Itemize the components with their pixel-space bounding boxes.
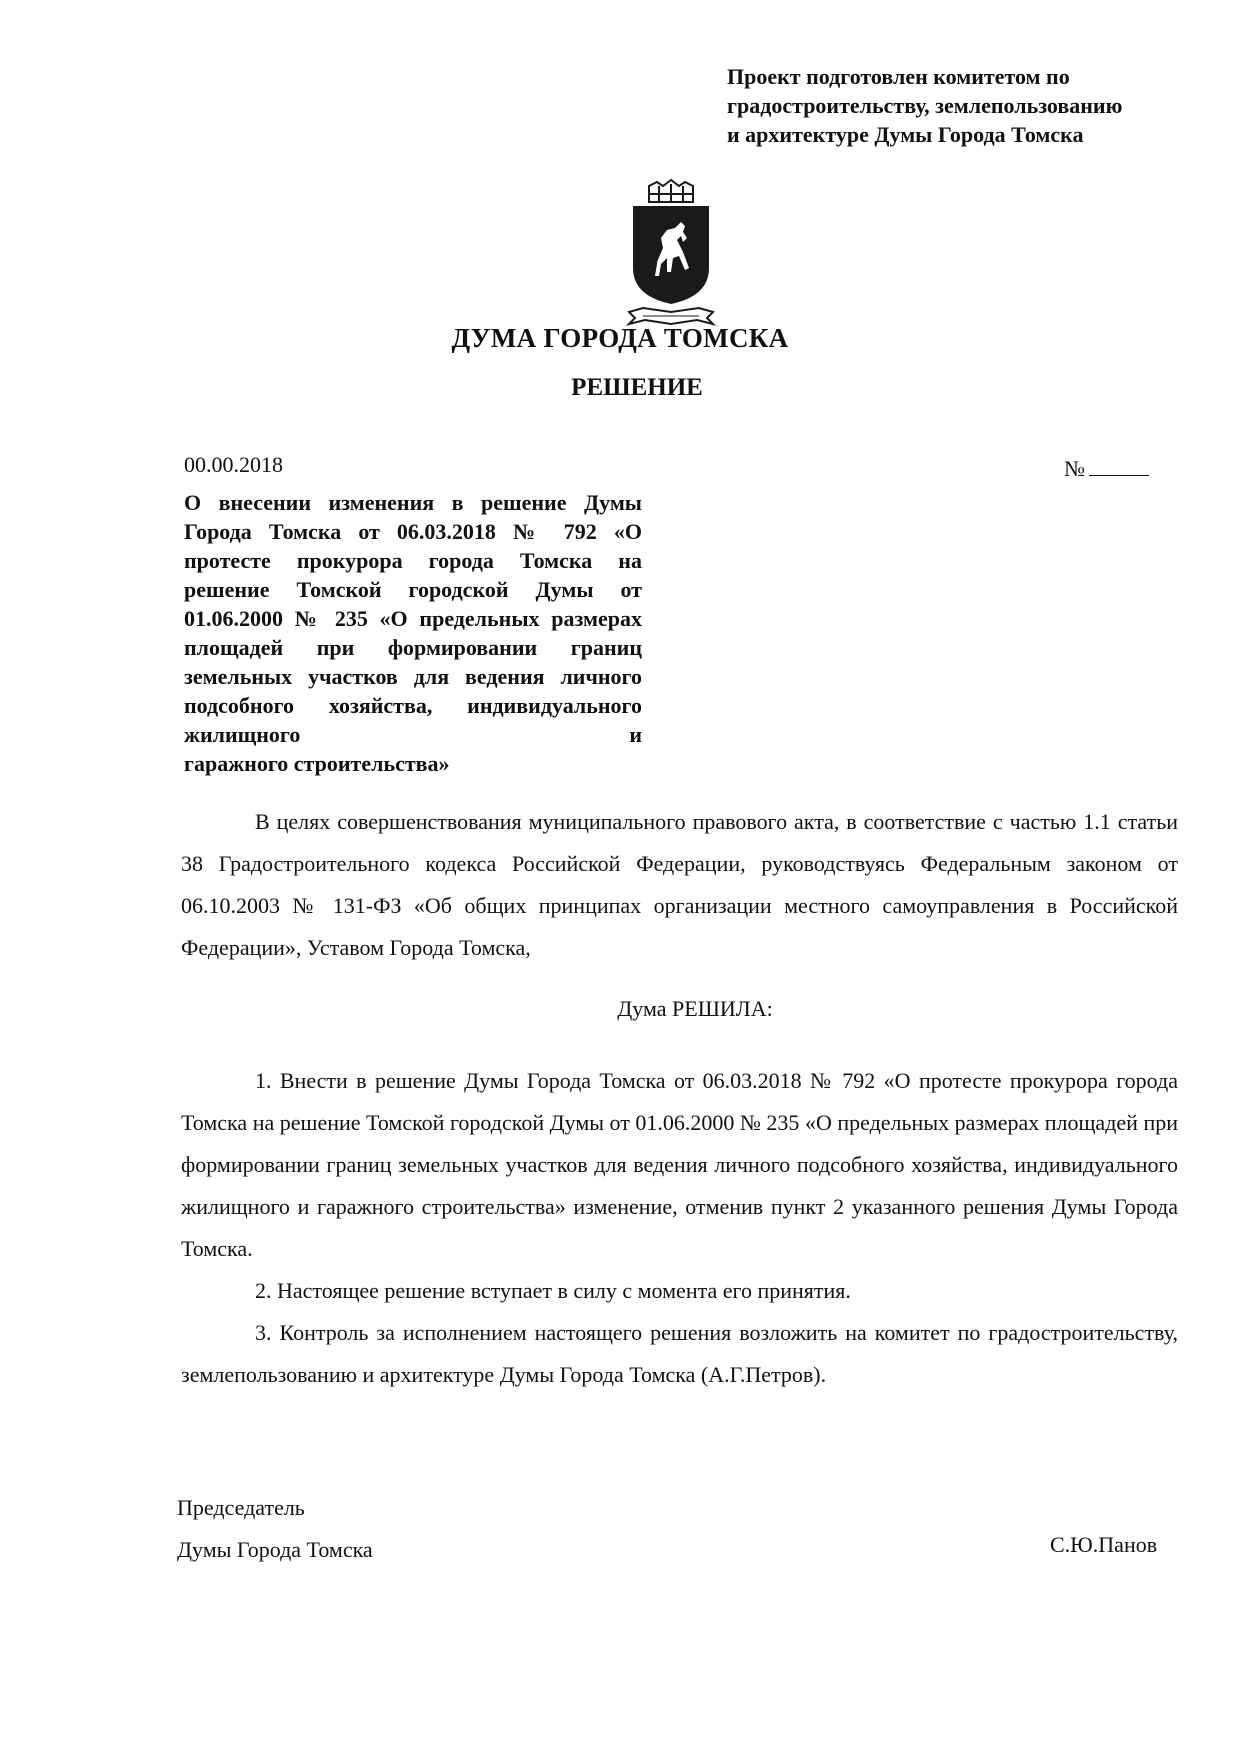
number-label: № xyxy=(1064,456,1085,481)
council-name: ДУМА ГОРОДА ТОМСКА xyxy=(451,323,789,353)
decision-item: 3. Контроль за исполнением настоящего решения возложить на комитет по градостроительству, землепользованию и архитектуре Думы Города Томска (А.Г.Петров). xyxy=(181,1320,1178,1387)
document-date: 00.00.2018 xyxy=(184,452,283,477)
prepared-by-line: градостроительству, землепользованию xyxy=(727,93,1123,118)
signatory-title xyxy=(177,1487,373,1571)
decision-subject xyxy=(184,488,642,778)
subject-text-last: гаражного строительства» xyxy=(184,751,450,776)
coat-of-arms-icon xyxy=(623,172,719,332)
decision-item: 1. Внести в решение Думы Города Томска от 06.03.2018 № 792 «О протесте прокурора города Томска на решение Томской городской Думы от 01.06.2000 № 235 «О предельных размерах площадей при формировании границ земельных участков для ведения личного подсобного хозяйства, индивидуального жилищного и гаражного строительства» изменение, отменив пункт 2 указанного решения Думы Города Томска. xyxy=(181,1068,1178,1261)
number-blank xyxy=(1089,475,1149,476)
resolved-heading: Дума РЕШИЛА: xyxy=(617,996,773,1021)
preamble-text: В целях совершенствования муниципального правового акта, в соответствие с частью 1.1 статьи 38 Градостроительного кодекса Российской Федерации, руководствуясь Федеральным законом от 06.10.2003 № 131-ФЗ «Об общих принципах организации местного самоуправления в Российской Федерации», Уставом Города Томска, xyxy=(181,809,1178,960)
decision-items xyxy=(181,1060,1178,1396)
signatory-title-line: Думы Города Томска xyxy=(177,1537,373,1562)
preamble xyxy=(181,801,1178,969)
signatory-title-line: Председатель xyxy=(177,1495,305,1520)
decision-item: 2. Настоящее решение вступает в силу с момента его принятия. xyxy=(255,1278,851,1303)
subject-text: О внесении изменения в решение Думы Города Томска от 06.03.2018 № 792 «О протесте прокурора города Томска на решение Томской городской Думы от 01.06.2000 № 235 «О предельных размерах площадей при формировании границ земельных участков для ведения личного подсобного хозяйства, индивидуального жилищного и xyxy=(184,490,642,747)
prepared-by-line: и архитектуре Думы Города Томска xyxy=(727,122,1084,147)
document-number xyxy=(1064,456,1149,482)
signatory-name: С.Ю.Панов xyxy=(1050,1532,1158,1557)
prepared-by-note xyxy=(727,62,1197,149)
prepared-by-line: Проект подготовлен комитетом по xyxy=(727,64,1070,89)
document-type: РЕШЕНИЕ xyxy=(571,374,703,401)
